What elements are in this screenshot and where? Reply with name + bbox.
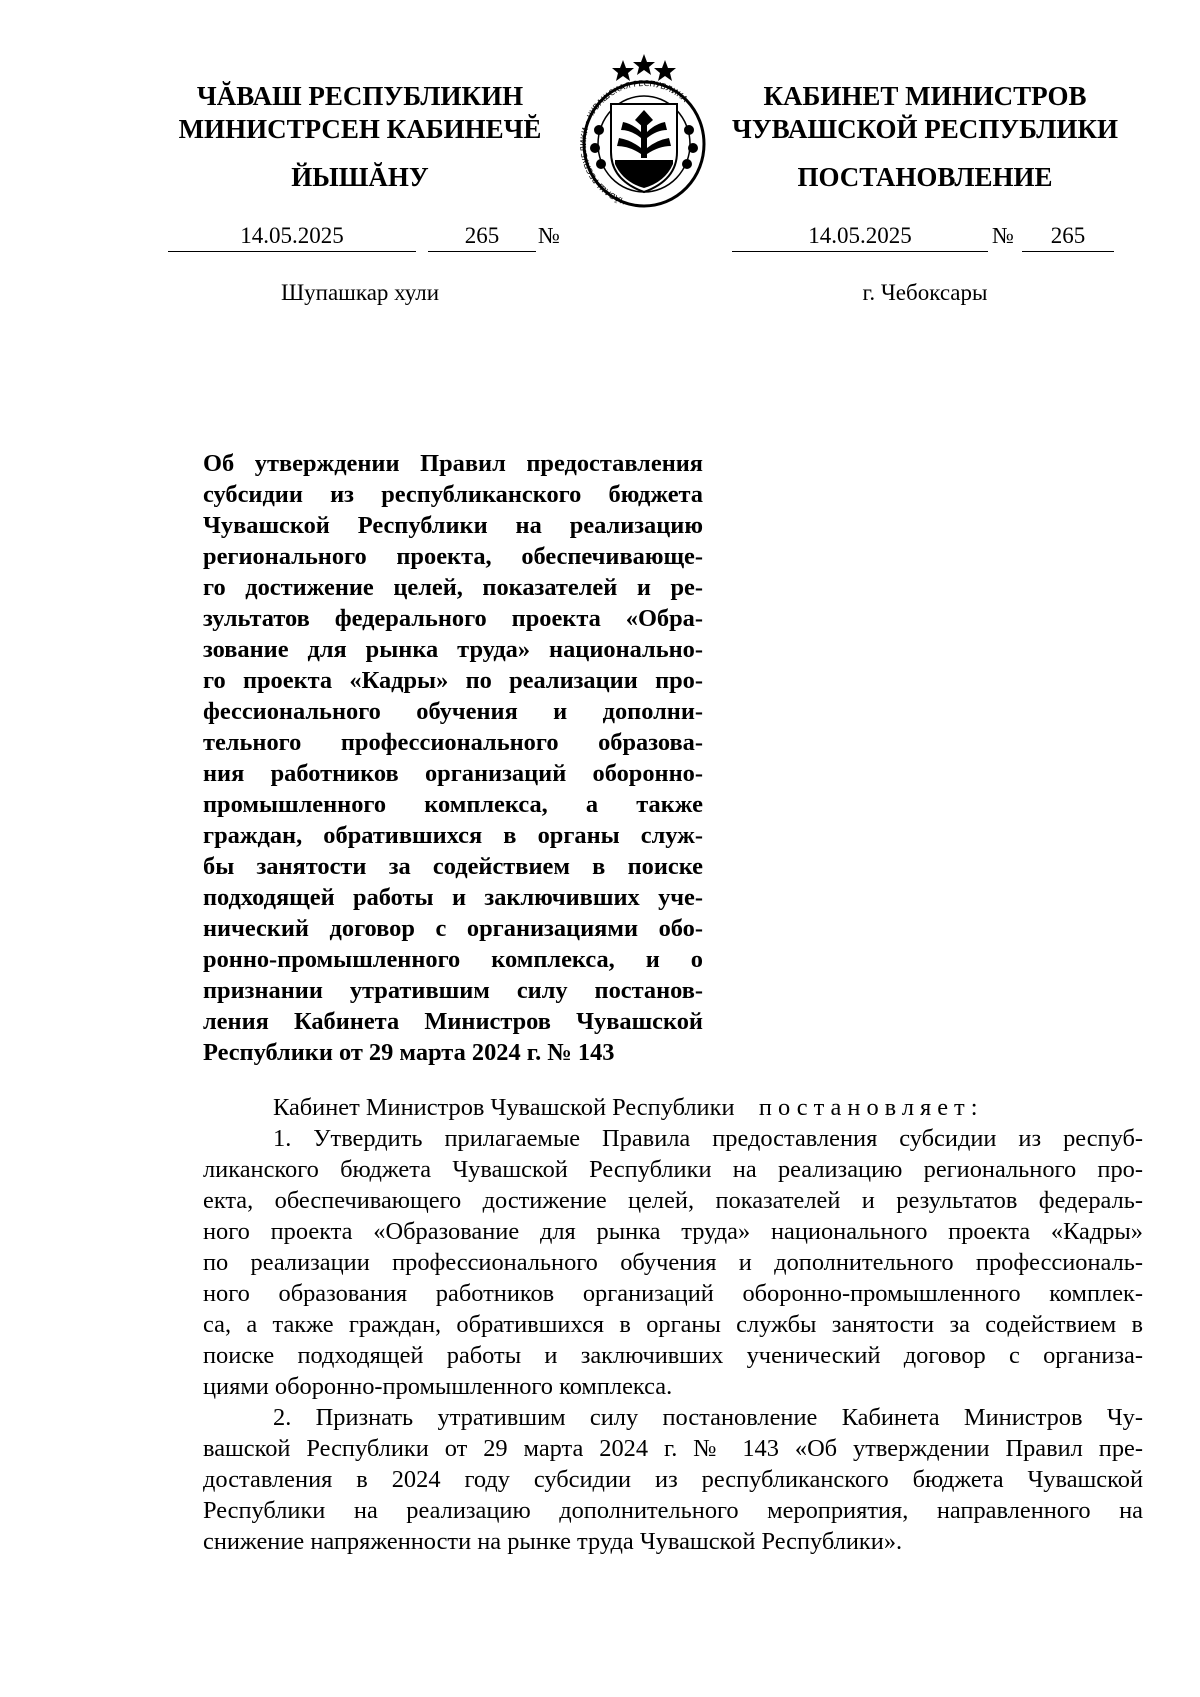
emblem-ring-text: ЧĂВАШ РЕСПУБЛИКИ • ЧУВАШСКАЯ РЕСПУБЛИКА [579,78,690,206]
title-line: регионального проекта, обеспечивающе- [203,543,703,570]
place-right: г. Чебоксары [862,280,988,305]
header-right-line2: ЧУВАШСКОЙ РЕСПУБЛИКИ [732,114,1118,144]
title-line: бы занятости за содействием в поиске [203,853,703,880]
body-line: доставления в 2024 году субсидии из республиканского бюджета Чувашской [203,1466,1143,1493]
doctype-right: ПОСТАНОВЛЕНИЕ [797,162,1053,192]
place-left: Шупашкар хули [280,280,440,305]
title-line: промышленного комплекса, а также [203,791,703,818]
body-line: ного проекта «Образование для рынка труда» национального проекта «Кадры» [203,1218,1143,1245]
body-line: екта, обеспечивающего достижение целей, показателей и результатов федераль- [203,1187,1143,1214]
header-left-chuvash [150,80,570,146]
header-left-line1: ЧĂВАШ РЕСПУБЛИКИН [196,81,524,111]
title-line: фессионального обучения и дополни- [203,698,703,725]
title-line: граждан, обратившихся в органы служ- [203,822,703,849]
title-line: Об утверждении Правил предоставления [203,450,703,477]
title-line: ления Кабинета Министров Чувашской [203,1008,703,1035]
body-line: ликанского бюджета Чувашской Республики на реализацию регионального про- [203,1156,1143,1183]
body-line: ного образования работников организаций оборонно-промышленного комплек- [203,1280,1143,1307]
preamble [203,1092,1143,1123]
body-line: 1. Утвердить прилагаемые Правила предоставления субсидии из респуб- [273,1125,1143,1152]
header-left-line2: МИНИСТРСЕН КАБИНЕЧĔ [178,114,542,144]
title-line: нический договор с организациями обо- [203,915,703,942]
title-line: признании утратившим силу постанов- [203,977,703,1004]
title-line: тельного профессионального образова- [203,729,703,756]
body-line: Республики на реализацию дополнительного мероприятия, направленного на [203,1497,1143,1524]
body-line: снижение напряженности на рынке труда Чувашской Республики». [203,1528,903,1555]
left-number: 265 [428,223,536,252]
body-line: 2. Признать утратившим силу постановление Кабинета Министров Чу- [273,1404,1143,1431]
chuvash-coat-of-arms-icon [573,52,715,212]
body-line: по реализации профессионального обучения и дополнительного профессиональ- [203,1249,1143,1276]
title-line: го проекта «Кадры» по реализации про- [203,667,703,694]
body-line: циями оборонно-промышленного комплекса. [203,1373,673,1400]
item-1 [203,1123,1143,1402]
title-line: ронно-промышленного комплекса, и о [203,946,703,973]
right-num-sign: № [992,223,1014,248]
header-right-line1: КАБИНЕТ МИНИСТРОВ [763,81,1087,111]
title-line: подходящей работы и заключивших уче- [203,884,703,911]
title-line: Чувашской Республики на реализацию [203,512,703,539]
item-2 [203,1402,1143,1557]
resolution-title [203,448,703,1068]
dateline-right [0,223,1200,253]
title-line: ния работников организаций оборонно- [203,760,703,787]
right-date: 14.05.2025 [732,223,988,252]
title-line: го достижение целей, показателей и ре- [203,574,703,601]
title-line: зультатов федерального проекта «Обра- [203,605,703,632]
left-date: 14.05.2025 [168,223,416,252]
resolution-body [203,1092,1143,1557]
right-number: 265 [1022,223,1114,252]
title-line: зование для рынка труда» национально- [203,636,703,663]
doctype-left: ЙЫШĂНУ [291,162,429,192]
body-line: вашской Республики от 29 марта 2024 г. № 143 «Об утверждении Правил пре- [203,1435,1143,1462]
title-line: Республики от 29 марта 2024 г. № 143 [203,1039,615,1066]
title-line: субсидии из республиканского бюджета [203,481,703,508]
body-line: поиске подходящей работы и заключивших ученический договор с организа- [203,1342,1143,1369]
left-num-sign: № [538,223,560,248]
header-right-russian [715,80,1135,146]
preamble-verb: постановляет: [758,1094,984,1121]
body-line: са, а также граждан, обратившихся в органы службы занятости за содействием в [203,1311,1143,1338]
preamble-subject: Кабинет Министров Чувашской Республики [273,1094,735,1121]
